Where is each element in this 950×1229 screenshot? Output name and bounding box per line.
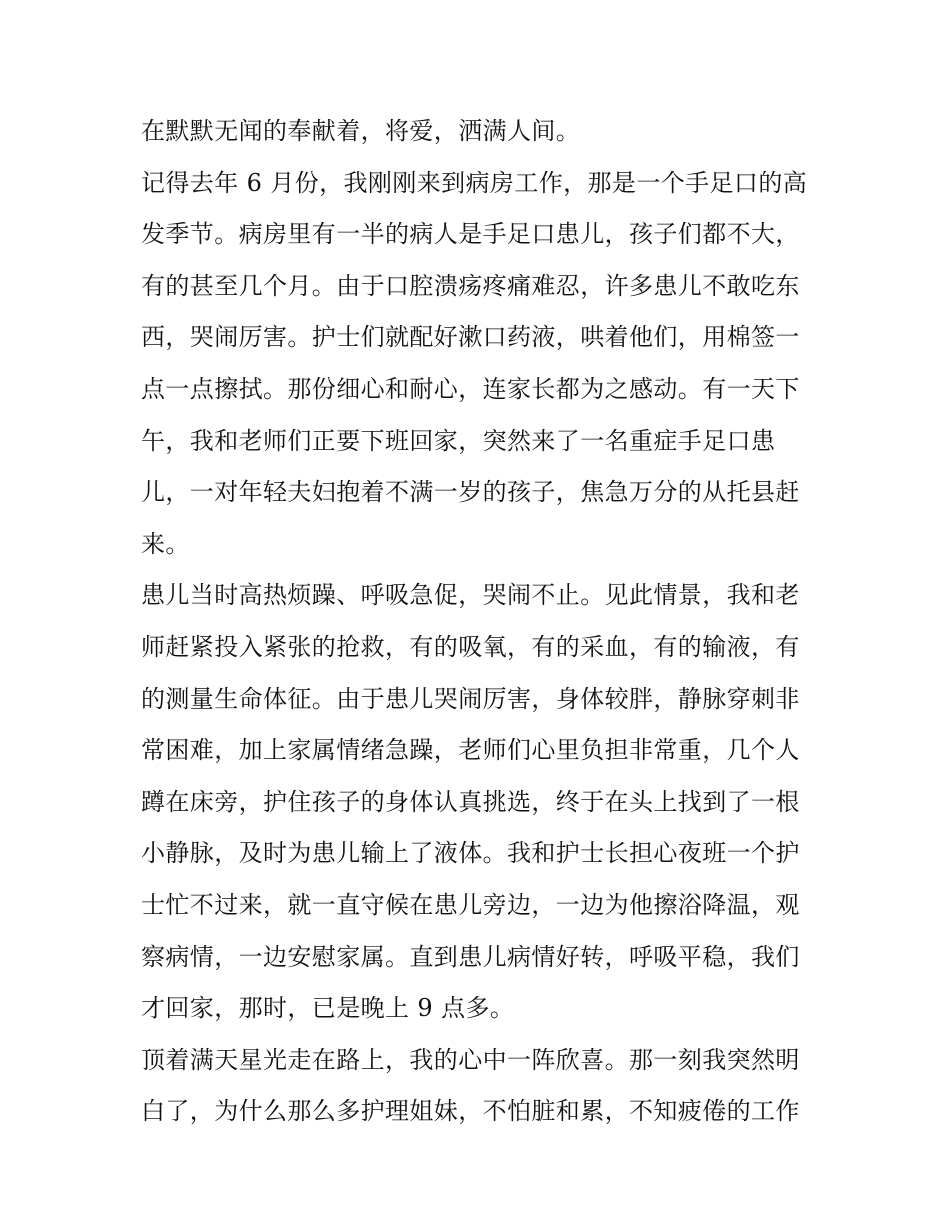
text-line: 记得去年 6 月份，我刚刚来到病房工作，那是一个手足口的高 xyxy=(141,168,808,197)
text-line: 在默默无闻的奉献着，将爱，洒满人间。 xyxy=(141,117,581,145)
body-text xyxy=(141,106,821,1138)
text-line: 白了，为什么那么多护理姐妹，不怕脏和累，不知疲倦的工作 xyxy=(141,1097,800,1126)
text-line: 西，哭闹厉害。护士们就配好漱口药液，哄着他们，用棉签一 xyxy=(141,323,800,352)
text-line: 顶着满天星光走在路上，我的心中一阵欣喜。那一刻我突然明 xyxy=(141,1045,800,1074)
text-line: 儿，一对年轻夫妇抱着不满一岁的孩子，焦急万分的从托县赶 xyxy=(141,478,800,507)
text-line: 士忙不过来，就一直守候在患儿旁边，一边为他擦浴降温，观 xyxy=(141,890,800,919)
text-line: 患儿当时高热烦躁、呼吸急促，哭闹不止。见此情景，我和老 xyxy=(141,581,800,610)
text-line: 有的甚至几个月。由于口腔溃疡疼痛难忍，许多患儿不敢吃东 xyxy=(141,271,800,300)
text-line: 来。 xyxy=(141,529,190,558)
text-line: 点一点擦拭。那份细心和耐心，连家长都为之感动。有一天下 xyxy=(141,374,800,403)
text-line: 才回家，那时，已是晚上 9 点多。 xyxy=(141,994,515,1023)
text-line: 午，我和老师们正要下班回家，突然来了一名重症手足口患 xyxy=(141,426,776,455)
text-line: 师赶紧投入紧张的抢救，有的吸氧，有的采血，有的输液，有 xyxy=(141,632,800,661)
text-line: 察病情，一边安慰家属。直到患儿病情好转，呼吸平稳，我们 xyxy=(141,942,800,971)
text-line: 的测量生命体征。由于患儿哭闹厉害，身体较胖，静脉穿刺非 xyxy=(141,684,800,713)
text-line: 小静脉，及时为患儿输上了液体。我和护士长担心夜班一个护 xyxy=(141,839,800,868)
text-line: 蹲在床旁，护住孩子的身体认真挑选，终于在头上找到了一根 xyxy=(141,787,800,816)
text-line: 发季节。病房里有一半的病人是手足口患儿，孩子们都不大， xyxy=(141,220,800,249)
text-line: 常困难，加上家属情绪急躁，老师们心里负担非常重，几个人 xyxy=(141,736,800,765)
